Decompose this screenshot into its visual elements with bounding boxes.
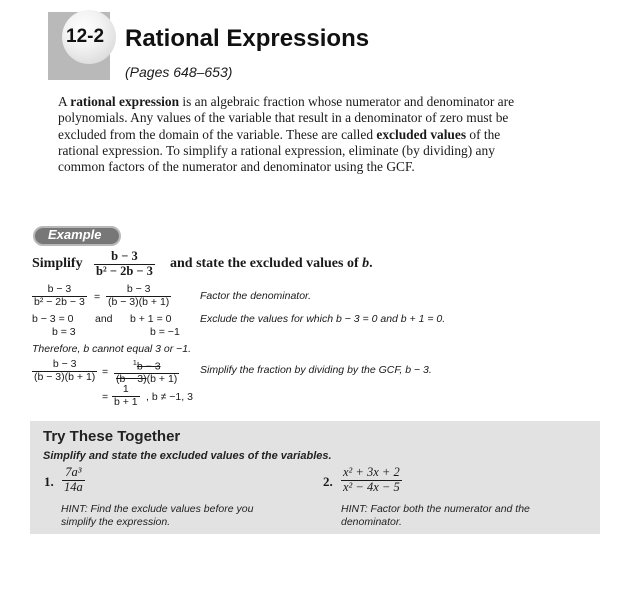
- step2-equation-2: b + 1 = 0: [130, 313, 172, 325]
- step2-result-1: b = 3: [52, 326, 76, 338]
- fraction-denominator: x² − 4x − 5: [343, 479, 400, 494]
- fraction-numerator: 7a³: [65, 465, 82, 479]
- step3-rhs-fraction: [114, 359, 179, 386]
- example-label: Example: [48, 227, 102, 242]
- problem-1-hint: HINT: Find the exclude values before you simplify the expression.: [61, 503, 254, 528]
- step1-lhs-fraction: [32, 284, 87, 308]
- step4-condition: , b ≠ −1, 3: [146, 391, 193, 403]
- fraction-numerator: b − 3: [52, 358, 77, 370]
- fraction-numerator: [131, 359, 163, 373]
- step3-lhs-fraction: [32, 359, 97, 383]
- intro-text: A: [58, 94, 71, 109]
- step1-equals: =: [94, 291, 101, 303]
- fraction-denominator: b² − 2b − 3: [96, 263, 153, 278]
- step2-equation-1: b − 3 = 0: [32, 313, 74, 325]
- therefore-statement: Therefore, b cannot equal 3 or −1.: [32, 343, 192, 355]
- fraction-numerator: b − 3: [126, 283, 151, 295]
- term-excluded-values: excluded values: [376, 126, 467, 142]
- page-reference: (Pages 648–653): [125, 64, 233, 80]
- fraction-denominator: b + 1: [114, 395, 138, 408]
- fraction-denominator: 14a: [64, 479, 83, 494]
- intro-text: is an algebraic fraction whose numerator and denominator are polynomials. Any values of the variable that result in a denominator of zero must be excluded from the domain of the variable. These are called: [58, 94, 515, 142]
- problem-1-fraction: [62, 466, 85, 495]
- intro-text: of the rational expression. To simplify a rational expression, eliminate (by dividing) any common factors of the numerator and denominator using the GCF.: [58, 126, 501, 175]
- cancelled-factor: (b − 3): [116, 373, 147, 386]
- fraction-numerator: b − 3: [111, 249, 138, 263]
- page-title: Rational Expressions: [125, 25, 370, 52]
- cancel-mark: 1: [132, 358, 137, 367]
- step2-and: and: [95, 313, 113, 325]
- step2-result-2: b = −1: [150, 326, 180, 338]
- step4-equals: =: [102, 391, 109, 403]
- lesson-number: 12-2: [66, 26, 105, 47]
- example-prompt-lead: Simplify: [32, 256, 83, 271]
- problem-1-number: 1.: [44, 474, 54, 489]
- intro-paragraph: [58, 94, 528, 175]
- step3-note: Simplify the fraction by dividing by the GCF, b − 3.: [200, 364, 432, 376]
- term-rational-expression: rational expression: [70, 94, 180, 109]
- fraction-denominator: (b − 3)(b + 1): [34, 370, 96, 383]
- example-prompt-fraction: [94, 250, 155, 279]
- problem-2-number: 2.: [323, 474, 333, 489]
- step1-rhs-fraction: [106, 284, 171, 308]
- cancelled-numerator: b − 3: [136, 360, 161, 373]
- try-together-instructions: Simplify and state the excluded values of the variables.: [43, 450, 332, 462]
- problem-2-hint: HINT: Factor both the numerator and the denominator.: [341, 503, 530, 528]
- fraction-denominator: b² − 2b − 3: [34, 295, 85, 308]
- fraction-numerator: b − 3: [47, 283, 72, 295]
- step3-equals: =: [102, 366, 109, 378]
- remaining-factor: (b + 1): [146, 373, 178, 386]
- try-together-title: Try These Together: [43, 428, 181, 445]
- step1-note: Factor the denominator.: [200, 290, 312, 302]
- example-prompt-tail: and state the excluded values of b.: [170, 256, 373, 271]
- fraction-numerator: 1: [122, 383, 129, 395]
- step4-fraction: [112, 384, 140, 408]
- problem-2-fraction: [341, 466, 402, 495]
- fraction-denominator: (b − 3)(b + 1): [108, 295, 170, 308]
- step2-note: Exclude the values for which b − 3 = 0 and b + 1 = 0.: [200, 313, 446, 325]
- fraction-numerator: x² + 3x + 2: [343, 465, 400, 479]
